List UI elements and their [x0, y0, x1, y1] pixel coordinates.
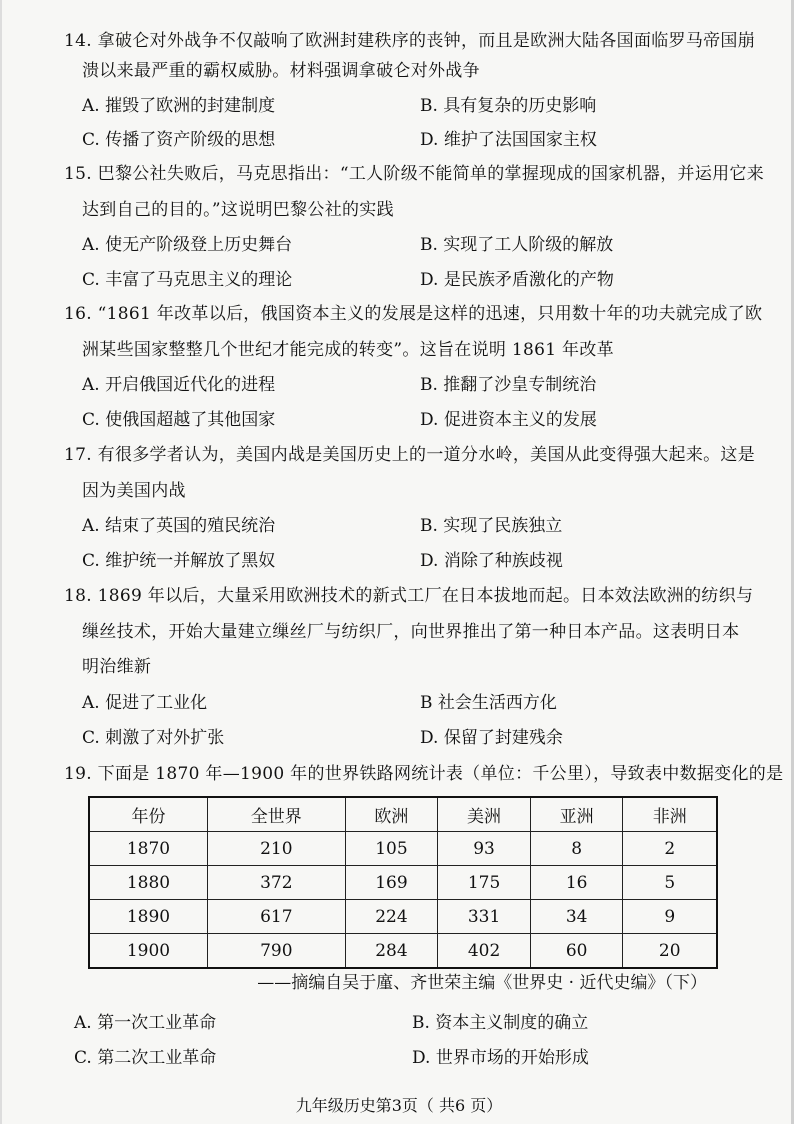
table-cell: 617 [207, 900, 345, 934]
table-row [89, 900, 717, 934]
table-cell: 175 [438, 866, 531, 900]
table-cell: 93 [438, 832, 531, 866]
table-header-cell: 欧洲 [345, 797, 438, 832]
table-cell: 372 [207, 866, 345, 900]
question-15-line-2: 达到自己的目的。”这说明巴黎公社的实践 [82, 200, 394, 220]
table-header-cell: 美洲 [438, 797, 531, 832]
question-14-line-1: 14. 拿破仑对外战争不仅敲响了欧洲封建秩序的丧钟，而且是欧洲大陆各国面临罗马帝国崩 [64, 31, 756, 51]
table-cell: 1870 [89, 832, 207, 866]
table-header-cell: 亚洲 [530, 797, 623, 832]
table-cell: 790 [207, 934, 345, 969]
table-cell: 1900 [89, 934, 207, 969]
question-19-option-a: A. 第一次工业革命 [74, 1013, 217, 1033]
table-row [89, 866, 717, 900]
question-18-line-2: 缫丝技术，开始大量建立缫丝厂与纺织厂，向世界推出了第一种日本产品。这表明日本 [82, 622, 740, 642]
question-17-line-2: 因为美国内战 [82, 481, 186, 501]
question-16-option-c: C. 使俄国超越了其他国家 [82, 410, 276, 430]
question-17-option-d: D. 消除了种族歧视 [420, 551, 563, 571]
table-cell: 331 [438, 900, 531, 934]
question-19-option-d: D. 世界市场的开始形成 [412, 1048, 589, 1068]
table-cell: 284 [345, 934, 438, 969]
question-18-option-a: A. 促进了工业化 [82, 693, 208, 713]
railway-statistics-table [88, 796, 718, 969]
question-18-option-b: B 社会生活西方化 [420, 693, 557, 713]
question-14-option-c: C. 传播了资产阶级的思想 [82, 130, 276, 150]
page-footer: 九年级历史第3页（ 共6 页） [295, 1096, 503, 1115]
question-16-line-2: 洲某些国家整整几个世纪才能完成的转变”。这旨在说明 1861 年改革 [82, 340, 614, 360]
question-19-option-b: B. 资本主义制度的确立 [412, 1013, 589, 1033]
question-18-line-1: 18. 1869 年以后，大量采用欧洲技术的新式工厂在日本拔地而起。日本效法欧洲的纺织与 [64, 586, 754, 606]
table-row [89, 934, 717, 969]
question-15-option-b: B. 实现了工人阶级的解放 [420, 235, 614, 255]
question-15-option-d: D. 是民族矛盾激化的产物 [420, 270, 614, 290]
table-cell: 20 [623, 934, 717, 969]
question-17-option-a: A. 结束了英国的殖民统治 [82, 516, 276, 536]
question-17-line-1: 17. 有很多学者认为，美国内战是美国历史上的一道分水岭，美国从此变得强大起来。这是 [64, 445, 756, 465]
table-cell: 402 [438, 934, 531, 969]
question-19-line-1: 19. 下面是 1870 年—1900 年的世界铁路网统计表（单位：千公里），导致表中数据变化的是 [64, 764, 784, 784]
question-15-option-c: C. 丰富了马克思主义的理论 [82, 270, 293, 290]
question-15-line-1: 15. 巴黎公社失败后，马克思指出：“工人阶级不能简单的掌握现成的国家机器，并运用它来 [64, 164, 765, 184]
table-cell: 5 [623, 866, 717, 900]
table-cell: 60 [530, 934, 623, 969]
table-row [89, 832, 717, 866]
question-16-line-1: 16. “1861 年改革以后，俄国资本主义的发展是这样的迅速，只用数十年的功夫就完成了欧 [64, 304, 763, 324]
question-14-option-a: A. 摧毁了欧洲的封建制度 [82, 96, 276, 116]
table-cell: 105 [345, 832, 438, 866]
table-header-row [89, 797, 717, 832]
table-cell: 8 [530, 832, 623, 866]
question-16-option-a: A. 开启俄国近代化的进程 [82, 375, 276, 395]
table-header-cell: 非洲 [623, 797, 717, 832]
table-cell: 224 [345, 900, 438, 934]
table-cell: 9 [623, 900, 717, 934]
question-14-line-2: 溃以来最严重的霸权威胁。材料强调拿破仑对外战争 [82, 61, 480, 81]
table-source-citation: ——摘编自吴于廑、齐世荣主编《世界史 · 近代史编》（下） [257, 973, 707, 993]
table-cell: 210 [207, 832, 345, 866]
table-cell: 1880 [89, 866, 207, 900]
question-14-option-b: B. 具有复杂的历史影响 [420, 96, 597, 116]
question-18-option-c: C. 刺激了对外扩张 [82, 728, 225, 748]
table-header-cell: 年份 [89, 797, 207, 832]
table-cell: 169 [345, 866, 438, 900]
question-19-option-c: C. 第二次工业革命 [74, 1048, 217, 1068]
question-16-option-b: B. 推翻了沙皇专制统治 [420, 375, 597, 395]
table-cell: 2 [623, 832, 717, 866]
question-18-option-d: D. 保留了封建残余 [420, 728, 563, 748]
table-header-cell: 全世界 [207, 797, 345, 832]
question-17-option-b: B. 实现了民族独立 [420, 516, 563, 536]
table-cell: 1890 [89, 900, 207, 934]
table-cell: 34 [530, 900, 623, 934]
question-17-option-c: C. 维护统一并解放了黑奴 [82, 551, 276, 571]
question-14-option-d: D. 维护了法国国家主权 [420, 130, 597, 150]
question-18-line-3: 明治维新 [82, 657, 152, 677]
question-16-option-d: D. 促进资本主义的发展 [420, 410, 597, 430]
question-15-option-a: A. 使无产阶级登上历史舞台 [82, 235, 293, 255]
table-cell: 16 [530, 866, 623, 900]
